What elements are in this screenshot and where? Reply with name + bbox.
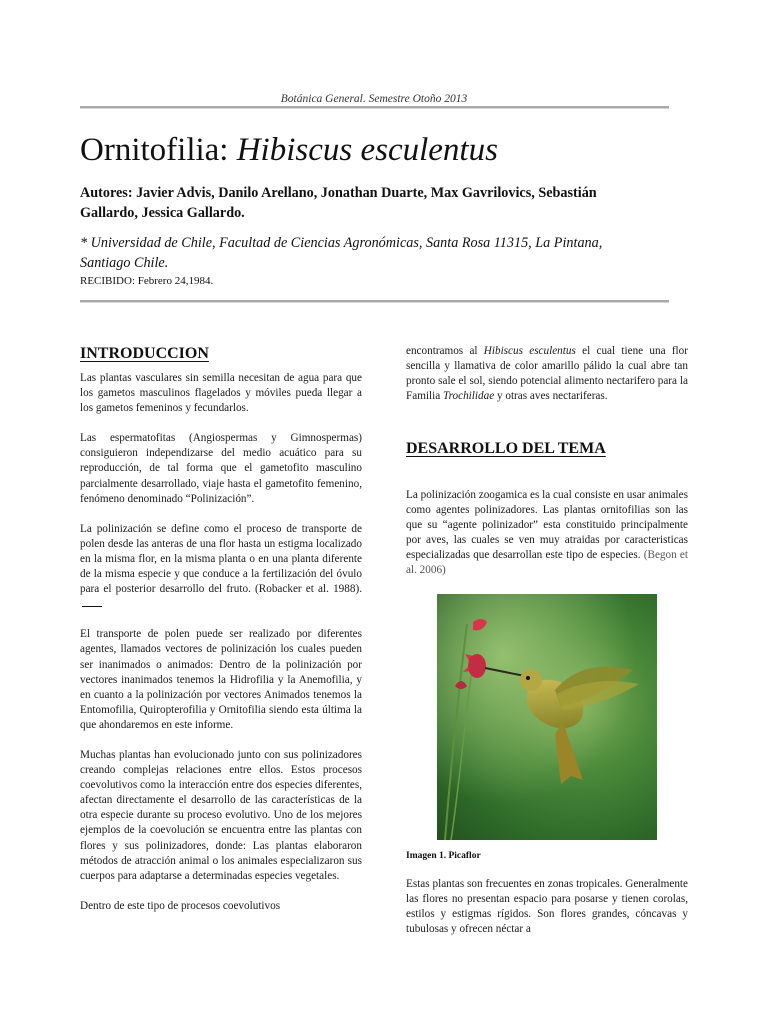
hummingbird-illustration <box>437 594 657 840</box>
heading-desarrollo: DESARROLLO DEL TEMA <box>406 440 606 457</box>
received-date: RECIBIDO: Febrero 24,1984. <box>80 275 214 287</box>
family-name: Trochilidae <box>442 390 495 403</box>
title-species: Hibiscus esculentus <box>236 132 498 168</box>
article-title <box>80 131 498 169</box>
affiliation: * Universidad de Chile, Facultad de Ciencias Agronómicas, Santa Rosa 11315, La Pintana, Santiago Chile. <box>80 235 603 271</box>
right-column-bottom <box>406 877 688 937</box>
figure-caption: Imagen 1. Picaflor <box>406 851 481 861</box>
right-paragraph-1: encontramos al Hibiscus esculentus el cual tiene una flor sencilla y llamativa de color amarillo pálido la cual abre tan pronto sale el sol, siendo potencial alimento nectarifero para la Familia Trochilidae y otras aves nectariferas. <box>406 345 688 403</box>
hummingbird-photo <box>437 594 657 840</box>
intro-paragraph-1: Las plantas vasculares sin semilla necesitan de agua para que los gametos masculinos flagelados y móviles pueda llegar a los gametos femeninos y fecundarlos. <box>80 372 362 415</box>
title-rule <box>80 300 669 303</box>
intro-paragraph-3-text: La polinización se define como el proceso de transporte de polen desde las anteras de una flor hasta un estigma localizado en la misma flor, en la misma planta o en una planta diferente de la misma especie y que conduce a la fertilización del óvulo para el posterior desarrollo del fruto. (Robacker et al. 1988). <box>80 522 362 596</box>
intro-paragraph-6: Dentro de este tipo de procesos coevolutivos <box>80 899 281 912</box>
intro-paragraph-2: Las espermatofitas (Angiospermas y Gimnospermas) consiguieron independizarse del medio acuático para su reproducción, de tal forma que el gametofito masculino parcialmente desarrollado, viaje hasta el gametofito femenino, fenómeno denominado “Polinización”. <box>80 432 362 505</box>
left-column <box>80 371 362 914</box>
running-header: Botánica General. Semestre Otoño 2013 <box>280 93 468 105</box>
right-paragraph-2: La polinización zoogamica es la cual consiste en usar animales como agentes polinizadores. Las plantas ornitofilias son las que su “agente polinizador” esta constituido principalmente por aves, las cuales se ven muy atraidas por caracteristicas especializadas que desarrollan este tipo de especies. (Begon et al. 2006) <box>406 489 688 577</box>
underline-mark <box>82 606 102 607</box>
intro-paragraph-5: Muchas plantas han evolucionado junto con sus polinizadores creando complejas relaciones entre ellos. Estos procesos coevolutivos como la interacción entre dos especies diferentes, afectan directamente el desarrollo de las características de la otra especie durante su proceso evolutivo. Uno de los mejores ejemplos de la coevolución se encuentra entre las plantas con flores y sus polinizadores, donde: Las plantas elaboraron métodos de atracción animal o los animales especializaron sus cuerpos para adaptarse a determinadas especies vegetales. <box>80 748 362 882</box>
title-plain: Ornitofilia: <box>80 132 237 168</box>
right-column-middle <box>406 488 688 579</box>
intro-paragraph-3 <box>80 522 362 613</box>
heading-introduccion: INTRODUCCION <box>80 345 209 362</box>
authors: Autores: Javier Advis, Danilo Arellano, Jonathan Duarte, Max Gavrilovics, Sebastián Gallardo, Jessica Gallardo. <box>80 185 597 221</box>
right-column-top <box>406 344 688 404</box>
species-name: Hibiscus esculentus <box>483 345 576 357</box>
right-paragraph-3: Estas plantas son frecuentes en zonas tropicales. Generalmente las flores no presentan espacio para posarse y tienen corolas, estilos y estigmas rígidos. Son flores grandes, cóncavas y tubulosas y ofrecen néctar a <box>406 878 688 936</box>
citation: (Begon et al. 2006) <box>406 549 688 577</box>
header-rule <box>80 106 669 109</box>
intro-paragraph-4: El transporte de polen puede ser realizado por diferentes agentes, llamados vectores de polinización los cuales pueden ser inanimados o animados: Dentro de la polinización por vectores inanimados tenemos la Hidrofilia y la Anemofilia, y en cuanto a la polinización por vectores Animados tenemos la Entomofilia, Quiropterofilia y Ornitofilia siendo esta última la que ahondaremos en este informe. <box>80 628 362 731</box>
